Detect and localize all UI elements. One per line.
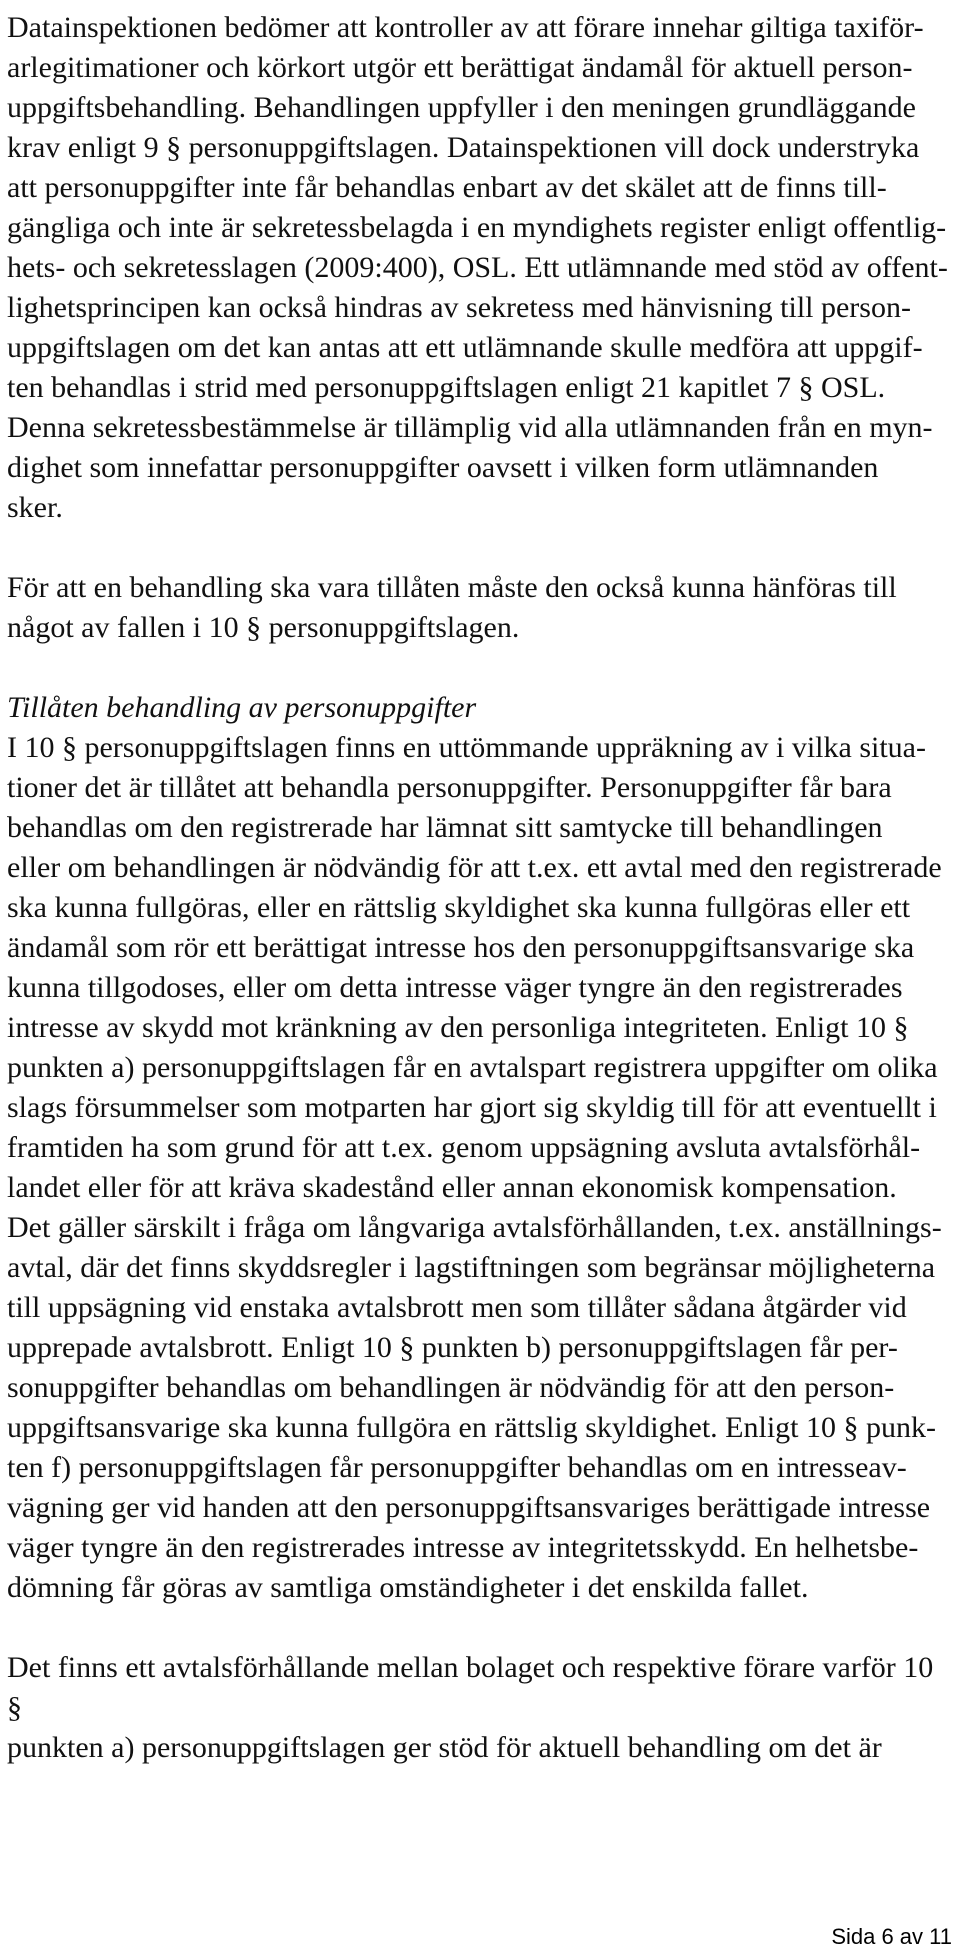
paragraph-gap xyxy=(7,1608,955,1648)
paragraph-gap xyxy=(7,528,955,568)
paragraph-3: I 10 § personuppgiftslagen finns en uttömmande uppräkning av i vilka situa- tioner det är tillåtet att behandla personuppgifter. Personuppgifter får bara behandlas om den registrerade har lämnat sitt samtycke till behandlingen eller om behandlingen är nödvändig för att t.ex. ett avtal med den registrerade ska kunna fullgöras, eller en rättslig skyldighet ska kunna fullgöras eller ett ändamål som rör ett berättigat intresse hos den personuppgiftsansvarige ska kunna tillgodoses, eller om detta intresse väger tyngre än den registrerades intresse av skydd mot kränkning av den personliga integriteten. Enligt 10 § punkten a) personuppgiftslagen får en avtalspart registrera uppgifter om olika slags försummelser som motparten har gjort sig skyldig till för att eventuellt i framtiden ha som grund för att t.ex. genom uppsägning avsluta avtalsförhål- landet eller för att kräva skadestånd eller annan ekonomisk kompensation. Det gäller särskilt i fråga om långvariga avtalsförhållanden, t.ex. anställnings- avtal, där det finns skyddsregler i lagstiftningen som begränsar möjligheterna till uppsägning vid enstaka avtalsbrott men som tillåter sådana åtgärder vid upprepade avtalsbrott. Enligt 10 § punkten b) personuppgiftslagen får per- sonuppgifter behandlas om behandlingen är nödvändig för att den person- uppgiftsansvarige ska kunna fullgöra en rättslig skyldighet. Enligt 10 § punk- ten f) personuppgiftslagen får personuppgifter behandlas om en intresseav- vägning ger vid handen att den personuppgiftsansvariges berättigade intresse väger tyngre än den registrerades intresse av integritetsskydd. En helhetsbe- dömning får göras av samtliga omständigheter i det enskilda fallet. xyxy=(7,731,942,1604)
paragraph-2: För att en behandling ska vara tillåten måste den också kunna hänföras till något av fallen i 10 § personuppgiftslagen. xyxy=(7,571,897,644)
paragraph-4: Det finns ett avtalsförhållande mellan bolaget och respektive förare varför 10 § punkten a) personuppgiftslagen ger stöd för aktuell behandling om det är xyxy=(7,1651,934,1764)
paragraph-1: Datainspektionen bedömer att kontroller av att förare innehar giltiga taxiför- arlegitimationer och körkort utgör ett berättigat ändamål för aktuell person- uppgiftsbehandling. Behandlingen uppfyller i den meningen grundläggande krav enligt 9 § personuppgiftslagen. Datainspektionen vill dock understryka att personuppgifter inte får behandlas enbart av det skälet att de finns till- gängliga och inte är sekretessbelagda i en myndighets register enligt offentlig- hets- och sekretesslagen (2009:400), OSL. Ett utlämnande med stöd av offent- lighetsprincipen kan också hindras av sekretess med hänvisning till person- uppgiftslagen om det kan antas att ett utlämnande skulle medföra att uppgif- ten behandlas i strid med personuppgiftslagen enligt 21 kapitlet 7 § OSL. Denna sekretessbestämmelse är tillämplig vid alla utlämnanden från en myn- dighet som innefattar personuppgifter oavsett i vilken form utlämnanden sker. xyxy=(7,11,948,524)
paragraph-gap xyxy=(7,648,955,688)
page-number: Sida 6 av 11 xyxy=(831,1924,952,1949)
section-heading: Tillåten behandling av personuppgifter xyxy=(7,691,477,724)
document-page xyxy=(7,8,955,1768)
